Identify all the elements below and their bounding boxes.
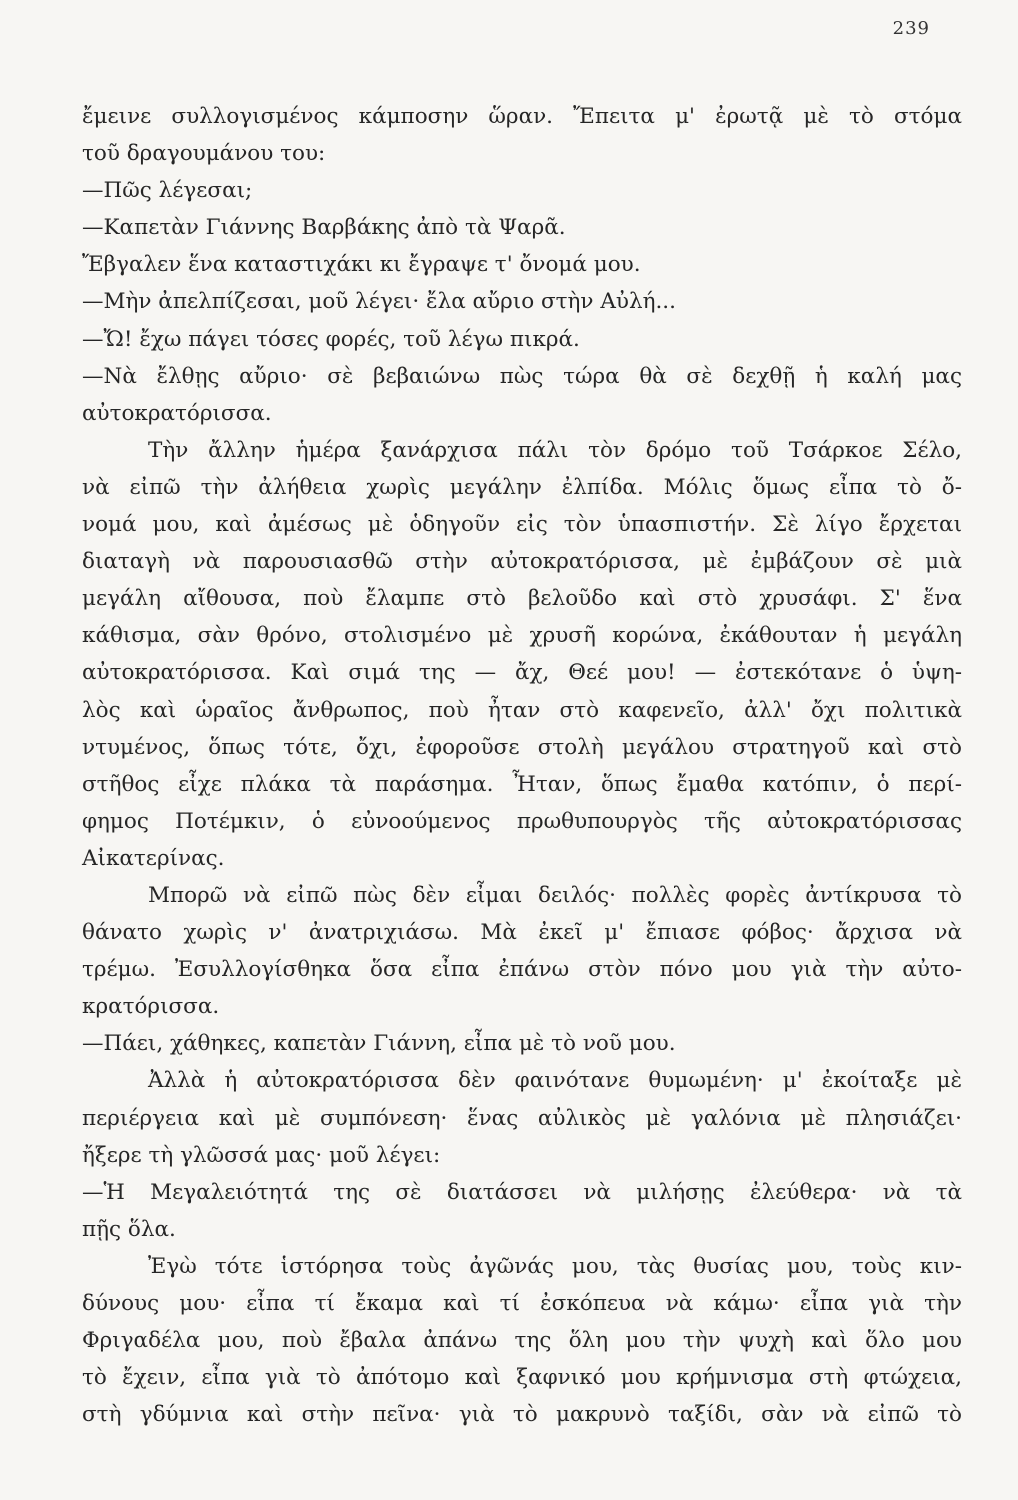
text-line: —Μὴν ἀπελπίζεσαι, μοῦ λέγει· ἔλα αὔριο στὴν Αὐλή... xyxy=(82,289,676,315)
text-line: μεγάλη αἴθουσα, ποὺ ἔλαμπε στὸ βελοῦδο καὶ στὸ χρυσάφι. Σ' ἕνα xyxy=(82,586,962,612)
text-line: ἤξερε τὴ γλῶσσά μας· μοῦ λέγει: xyxy=(82,1142,441,1168)
text-line: φημος Ποτέμκιν, ὁ εὐνοούμενος πρωθυπουργὸς τῆς αὐτοκρατόρισσας xyxy=(82,808,962,834)
body-text xyxy=(82,98,962,1433)
text-line: νομά μου, καὶ ἀμέσως μὲ ὁδηγοῦν εἰς τὸν ὑπασπιστήν. Σὲ λίγο ἔρχεται xyxy=(82,512,962,538)
text-line: δύνους μου· εἶπα τί ἔκαμα καὶ τί ἐσκόπευα νὰ κάμω· εἶπα γιὰ τὴν xyxy=(82,1291,962,1316)
text-line: στὴ γδύμνια καὶ στὴν πεῖνα· γιὰ τὸ μακρυνὸ ταξίδι, σὰν νὰ εἰπῶ τὸ xyxy=(82,1402,962,1428)
text-line: τρέμω. Ἐσυλλογίσθηκα ὅσα εἶπα ἐπάνω στὸν πόνο μου γιὰ τὴν αὐτο- xyxy=(82,957,962,983)
text-line: ἔμεινε συλλογισμένος κάμποσην ὥραν. Ἔπειτα μ' ἐρωτᾷ μὲ τὸ στόμα xyxy=(82,104,962,129)
text-line: αὐτοκρατόρισσα. xyxy=(82,400,272,426)
text-line: ντυμένος, ὅπως τότε, ὄχι, ἐφοροῦσε στολὴ μεγάλου στρατηγοῦ καὶ στὸ xyxy=(82,734,962,760)
text-line: —Ἡ Μεγαλειότητά της σὲ διατάσσει νὰ μιλήσῃς ἐλεύθερα· νὰ τὰ xyxy=(82,1179,962,1205)
text-line: Φριγαδέλα μου, ποὺ ἔβαλα ἀπάνω της ὅλη μου τὴν ψυχὴ καὶ ὅλο μου xyxy=(82,1328,962,1354)
text-line: νὰ εἰπῶ τὴν ἀλήθεια χωρὶς μεγάλην ἐλπίδα. Μόλις ὅμως εἶπα τὸ ὄ- xyxy=(82,474,962,500)
text-line: κάθισμα, σὰν θρόνο, στολισμένο μὲ χρυσῆ κορώνα, ἐκάθουταν ἡ μεγάλη xyxy=(82,623,962,649)
text-line: —Πῶς λέγεσαι; xyxy=(82,178,253,204)
text-line: —Νὰ ἔλθῃς αὔριο· σὲ βεβαιώνω πὼς τώρα θὰ σὲ δεχθῇ ἡ καλή μας xyxy=(82,363,962,389)
text-line: περιέργεια καὶ μὲ συμπόνεση· ἕνας αὐλικὸς μὲ γαλόνια μὲ πλησιάζει· xyxy=(82,1105,962,1131)
text-line: —Καπετὰν Γιάννης Βαρβάκης ἀπὸ τὰ Ψαρᾶ. xyxy=(82,215,566,241)
text-line: τὸ ἔχειν, εἶπα γιὰ τὸ ἀπότομο καὶ ξαφνικό μου κρήμνισμα στὴ φτώχεια, xyxy=(82,1365,962,1391)
text-line: τοῦ δραγουμάνου του: xyxy=(82,141,326,167)
text-line: —Πάει, χάθηκες, καπετὰν Γιάννη, εἶπα μὲ τὸ νοῦ μου. xyxy=(82,1031,676,1057)
text-line: Ἀλλὰ ἡ αὐτοκρατόρισσα δὲν φαινότανε θυμωμένη· μ' ἐκοίταξε μὲ xyxy=(148,1068,962,1094)
text-line: λὸς καὶ ὡραῖος ἄνθρωπος, ποὺ ἦταν στὸ καφενεῖο, ἀλλ' ὄχι πολιτικὰ xyxy=(82,697,962,723)
text-line: πῇς ὅλα. xyxy=(82,1216,176,1242)
text-line: Ἐγὼ τότε ἱστόρησα τοὺς ἀγῶνάς μου, τὰς θυσίας μου, τοὺς κιν- xyxy=(148,1253,962,1279)
text-line: Τὴν ἄλλην ἡμέρα ξανάρχισα πάλι τὸν δρόμο τοῦ Τσάρκοε Σέλο, xyxy=(148,437,962,463)
text-line: αὐτοκρατόρισσα. Καὶ σιμά της — ἄχ, Θεέ μου! — ἐστεκότανε ὁ ὑψη- xyxy=(82,660,962,686)
text-line: κρατόρισσα. xyxy=(82,994,220,1020)
text-line: θάνατο χωρὶς ν' ἀνατριχιάσω. Μὰ ἐκεῖ μ' ἔπιασε φόβος· ἄρχισα νὰ xyxy=(82,920,962,946)
text-line: Αἰκατερίνας. xyxy=(82,845,225,871)
text-line: διαταγὴ νὰ παρουσιασθῶ στὴν αὐτοκρατόρισσα, μὲ ἐμβάζουν σὲ μιὰ xyxy=(82,549,962,575)
text-line: Ἔβγαλεν ἕνα καταστιχάκι κι ἔγραψε τ' ὄνομά μου. xyxy=(82,252,641,278)
text-line: Μπορῶ νὰ εἰπῶ πὼς δὲν εἶμαι δειλός· πολλὲς φορὲς ἀντίκρυσα τὸ xyxy=(148,882,962,908)
text-line: στῆθος εἶχε πλάκα τὰ παράσημα. Ἦταν, ὅπως ἔμαθα κατόπιν, ὁ περί- xyxy=(82,771,962,797)
page-number: 239 xyxy=(892,18,930,39)
text-line: —Ὤ! ἔχω πάγει τόσες φορές, τοῦ λέγω πικρά. xyxy=(82,326,580,352)
